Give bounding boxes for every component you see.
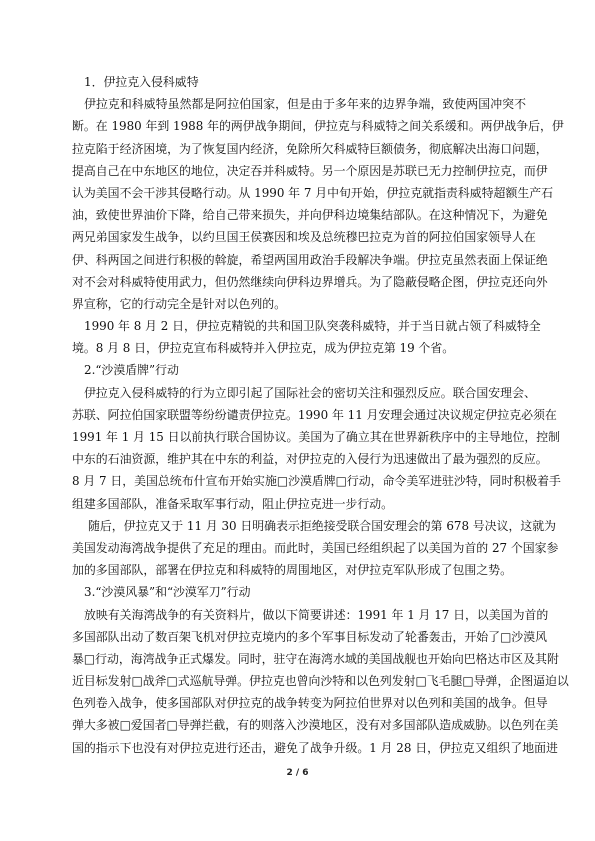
paragraph-line: 提高自己在中东地区的地位，决定吞并科威特。另一个原因是苏联已无力控制伊拉克，而伊 (72, 163, 548, 178)
paragraph-line: 1991 年 1 月 15 日以前执行联合国协议。美国为了确立其在世界新秩序中的主导地位，控制 (72, 430, 561, 444)
paragraph-line: 伊拉克和科威特虽然都是阿拉伯国家，但是由于多年来的边界争端，致使两国冲突不 (84, 97, 526, 112)
paragraph-line: 8 月 7 日，美国总统布什宣布开始实施□沙漠盾牌□行动，命令美军进驻沙特，同时积极着手 (72, 474, 561, 489)
paragraph-line: 境。8 月 8 日，伊拉克宣布科威特并入伊拉克，成为伊拉克第 19 个省。 (72, 341, 455, 356)
paragraph-line: 组建多国部队，准备采取军事行动，阻止伊拉克进一步行动。 (72, 496, 394, 511)
paragraph-line: 近目标发射□战斧□式巡航导弹。伊拉克也曾向沙特和以色列发射□飞毛腿□导弹，企图逼迫以 (72, 674, 569, 689)
paragraph-line: 断。在 1980 年到 1988 年的两伊战争期间，伊拉克与科威特之间关系缓和。两伊战争后，伊 (72, 119, 564, 134)
paragraph-line: 拉克陷于经济困境，为了恢复国内经济，免除所欠科威特巨额债务，彻底解决出海口问题， (72, 141, 548, 156)
paragraph-line: 放映有关海湾战争的有关资料片，做以下简要讲述：1991 年 1 月 17 日，以美国为首的 (84, 607, 549, 622)
document-body (72, 71, 569, 759)
paragraph-line: 伊拉克入侵科威特的行为立即引起了国际社会的密切关注和强烈反应。联合国安理会、 (84, 385, 536, 400)
paragraph-line: 美国发动海湾战争提供了充足的理由。而此时，美国已经组织起了以美国为首的 27 个国家参 (72, 540, 559, 555)
paragraph-line: 油，致使世界油价下降，给自己带来损失，并向伊科边境集结部队。在这种情况下，为避免 (72, 208, 548, 223)
section-heading-3: 3.“沙漠风暴”和“沙漠军刀”行动 (84, 585, 251, 600)
paragraph-line: 伊、科两国之间进行积极的斡旋，希望两国用政治手段解决争端。伊拉克虽然表面上保证绝 (72, 252, 548, 267)
paragraph-line: 苏联、阿拉伯国家联盟等纷纷谴责伊拉克。1990 年 11 月安理会通过决议规定伊拉克必须在 (72, 407, 557, 422)
section-heading-1: 1．伊拉克入侵科威特 (84, 75, 199, 89)
paragraph-line: 界宣称，它的行动完全是针对以色列的。 (72, 296, 287, 311)
paragraph-line: 对不会对科威特使用武力，但仍然继续向伊科边界增兵。为了隐蔽侵略企图，伊拉克还向外 (72, 274, 548, 289)
paragraph-line: 弹大多被□爱国者□导弹拦截，有的则落入沙漠地区，没有对多国部队造成威胁。以色列在美 (72, 718, 559, 733)
paragraph-line: 加的多国部队，部署在伊拉克和科威特的周围地区，对伊拉克军队形成了包围之势。 (72, 563, 512, 578)
paragraph-line: 认为美国不会干涉其侵略行动。从 1990 年 7 月中旬开始，伊拉克就指责科威特超额生产石 (72, 185, 554, 200)
paragraph-line: 国的指示下也没有对伊拉克进行还击，避免了战争升级。1 月 28 日，伊拉克又组织了地面进 (72, 740, 558, 755)
paragraph-line: 色列卷入战争，使多国部队对伊拉克的战争转变为阿拉伯世界对以色列和美国的战争。但导 (72, 696, 548, 711)
section-heading-2: 2.“沙漠盾牌”行动 (84, 363, 179, 378)
paragraph-line: 中东的石油资源，维护其在中东的利益，对伊拉克的入侵行为迅速做出了最为强烈的反应。 (72, 452, 548, 467)
paragraph-line: 1990 年 8 月 2 日，伊拉克精锐的共和国卫队突袭科威特，并于当日就占领了科威特全 (84, 319, 541, 334)
paragraph-line: 多国部队出动了数百架飞机对伊拉克境内的多个军事目标发动了轮番轰击，开始了□沙漠风 (72, 629, 547, 644)
paragraph-line: 随后，伊拉克又于 11 月 30 日明确表示拒绝接受联合国安理会的第 678 号决议，这就为 (88, 518, 557, 533)
paragraph-line: 两兄弟国家发生战争，以约旦国王侯赛因和埃及总统穆巴拉克为首的阿拉伯国家领导人在 (72, 230, 536, 245)
page-number: 2 / 6 (286, 768, 309, 778)
paragraph-line: 暴□行动，海湾战争正式爆发。同时，驻守在海湾水域的美国战舰也开始向巴格达市区及其附 (72, 651, 559, 666)
